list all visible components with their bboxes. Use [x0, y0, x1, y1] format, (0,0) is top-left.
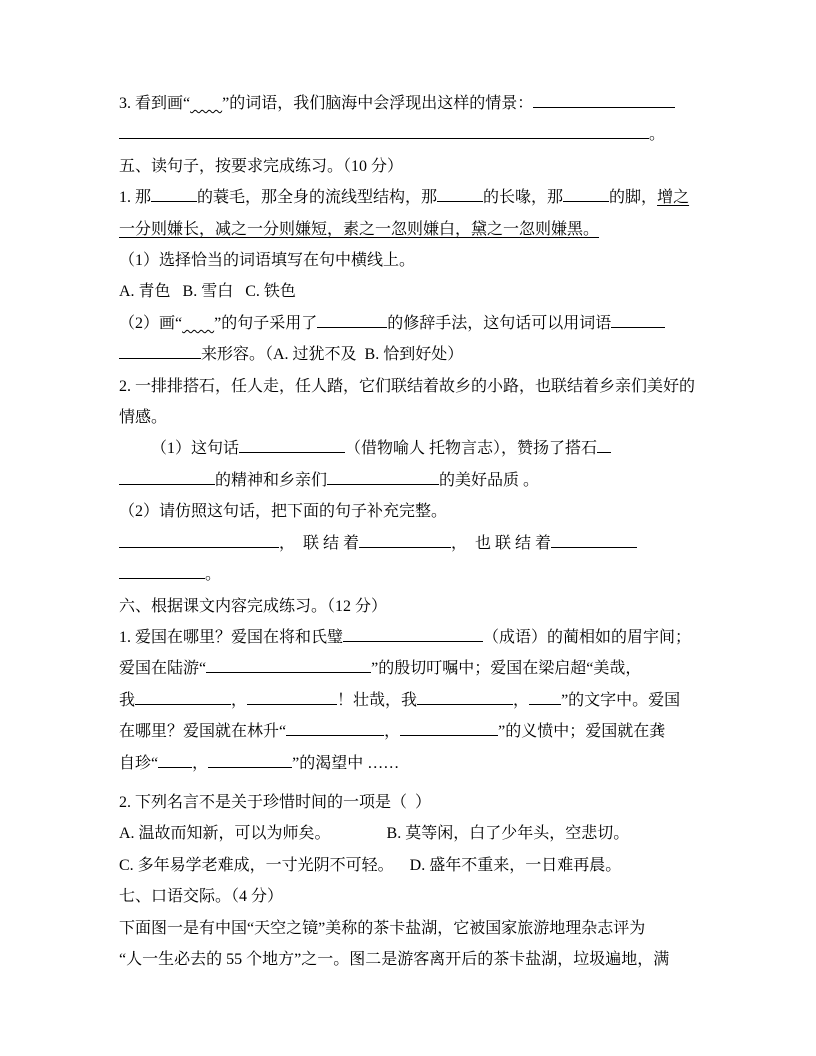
fill-in-blank-line — [119, 563, 205, 579]
s5-q1-sub1-instruction — [119, 245, 698, 276]
text-segment: （1）选择恰当的词语填写在句中横线上。 — [119, 252, 416, 270]
fill-in-blank-line — [417, 689, 513, 705]
text-segment: （2）画“ — [119, 314, 183, 332]
s5-q2-sub2-instruction — [119, 496, 698, 527]
fill-in-blank-line — [151, 186, 197, 202]
fill-in-blank-line — [208, 752, 292, 768]
text-segment: ”的殷切叮嘱中；爱国在梁启超“美哉， — [371, 660, 642, 678]
text-segment: 我 — [119, 691, 136, 709]
fill-in-blank-line — [119, 532, 279, 548]
text-segment: 情感。 — [119, 409, 168, 427]
fill-in-blank-line — [533, 92, 675, 108]
fill-in-blank-line — [597, 437, 611, 453]
text-segment: 2. 一排排搭石，任人走，任人踏，它们联结着故乡的小路，也联结着乡亲们美好的 — [119, 377, 696, 395]
text-segment: （借物喻人 托物言志），赞扬了搭石 — [345, 440, 598, 458]
text-segment: 六、根据课文内容完成练习。（12 分） — [119, 597, 388, 615]
text-segment: 下面图一是有中国“天空之镜”美称的茶卡盐湖，它被国家旅游地理杂志评为 — [119, 919, 646, 937]
text-segment: A. 温故而知新，可以为师矣。 B. 莫等闲，白了少年头，空悲切。 — [119, 825, 630, 843]
section-6-header — [119, 591, 698, 622]
text-segment: A. 青色 B. 雪白 C. 铁色 — [119, 283, 296, 301]
text-segment: 1. 爱国在哪里？爱国在将和氏璧 — [119, 628, 344, 646]
text-segment: 的脚， — [609, 189, 658, 207]
text-segment: （成语）的蔺相如的眉宇间； — [483, 628, 692, 646]
text-segment: ”的渴望中 …… — [292, 754, 400, 772]
s7-intro-line2 — [119, 944, 698, 975]
fill-in-blank-line — [247, 689, 337, 705]
text-segment: 的长喙，那 — [483, 189, 564, 207]
wavy-underline-mark — [190, 95, 222, 112]
text-segment: ”的词语，我们脑海中会浮现出这样的情景： — [222, 95, 534, 112]
text-segment: ， 联 结 着 — [279, 534, 360, 552]
s5-q2-sentence-line1 — [119, 371, 698, 402]
underlined-text-segment: 一分则嫌长，减之一分则嫌短，素之一忽则嫌白，黛之一忽则嫌黑。 — [119, 220, 600, 238]
s5-q2-sub2-fill-line1 — [119, 528, 698, 559]
text-segment: 的修辞手法，这句话可以用词语 — [387, 314, 612, 332]
fill-in-blank-line — [135, 689, 231, 705]
fill-in-blank-line — [286, 720, 384, 736]
s6-q2-options-ab — [119, 818, 698, 849]
fill-in-blank-line — [239, 437, 345, 453]
text-segment: ， 也 联 结 着 — [451, 534, 552, 552]
q3-picture-words-line — [119, 88, 698, 119]
text-segment: 自珍“ — [119, 754, 159, 772]
text-segment: ， — [513, 691, 530, 709]
s6-q1-line1 — [119, 622, 698, 653]
fill-in-blank-line — [206, 657, 371, 673]
text-segment: 来形容。（A. 过犹不及 B. 恰到好处） — [201, 346, 464, 364]
s6-q1-line5 — [119, 748, 698, 779]
underlined-text-segment: 增之 — [657, 189, 690, 207]
fill-in-blank-line — [551, 532, 637, 548]
s5-q1-sub2-line2 — [119, 339, 698, 370]
wavy-underline-mark — [182, 315, 214, 332]
s6-q1-line4 — [119, 716, 698, 747]
fill-in-blank-line — [158, 752, 192, 768]
fill-in-blank-line — [343, 626, 483, 642]
s5-q1-sentence-line2 — [119, 214, 698, 245]
text-segment: ”的文字中。爱国 — [561, 691, 681, 709]
fill-in-blank-line — [529, 689, 561, 705]
text-segment: 1. 那 — [119, 189, 152, 207]
fill-in-blank-line — [437, 186, 483, 202]
section-7-header — [119, 881, 698, 912]
text-segment: ”的义愤中；爱国就在龚 — [498, 723, 666, 741]
text-segment: 五、读句子，按要求完成练习。（10 分） — [119, 157, 404, 175]
text-segment: C. 多年易学老难成，一寸光阴不可轻。 D. 盛年不重来，一日难再晨。 — [119, 856, 622, 874]
text-segment: ！壮哉，我 — [337, 691, 418, 709]
fill-in-blank-line — [317, 312, 387, 328]
text-segment: “人一生必去的 55 个地方”之一。图二是游客离开后的茶卡盐湖，垃圾遍地，满 — [119, 950, 670, 968]
s5-q1-sub1-options — [119, 276, 698, 307]
s7-intro-line1 — [119, 913, 698, 944]
text-segment: 七、口语交际。（4 分） — [119, 888, 284, 906]
text-segment: 的美好品质 。 — [439, 471, 540, 489]
fill-in-blank-line — [359, 532, 451, 548]
text-segment: ， — [384, 723, 401, 741]
text-segment: ”的句子采用了 — [214, 314, 318, 332]
text-segment: 的精神和乡亲们 — [215, 471, 328, 489]
fill-in-blank-line — [563, 186, 609, 202]
text-segment: 。 — [649, 126, 666, 144]
text-segment: 爱国在陆游“ — [119, 660, 207, 678]
s5-q2-sub1-line2 — [119, 465, 698, 496]
s5-q1-sentence-line1 — [119, 182, 698, 213]
s5-q2-sub1-line1 — [119, 433, 698, 464]
s5-q2-sub2-fill-line2 — [119, 559, 698, 590]
text-segment: 2. 下列名言不是关于珍惜时间的一项是（ ） — [119, 793, 432, 811]
fill-in-blank-line — [327, 469, 439, 485]
fill-in-blank-line — [119, 343, 201, 359]
text-segment: 的蓑毛，那全身的流线型结构，那 — [197, 189, 438, 207]
text-segment: （2）请仿照这句话，把下面的句子补充完整。 — [119, 503, 448, 521]
s6-q1-line2 — [119, 653, 698, 684]
text-segment: （1）这句话 — [151, 440, 240, 458]
s6-q2-options-cd — [119, 850, 698, 881]
text-segment: 。 — [205, 566, 222, 584]
text-segment: 在哪里？爱国就在林升“ — [119, 723, 287, 741]
document-lines — [119, 88, 698, 975]
text-segment: ， — [231, 691, 248, 709]
section-5-header — [119, 151, 698, 182]
text-segment: ， — [192, 754, 209, 772]
fill-in-blank-line — [119, 123, 649, 139]
s6-q2-stem — [119, 787, 698, 818]
s6-q1-line3 — [119, 685, 698, 716]
s5-q2-sentence-line2 — [119, 402, 698, 433]
fill-in-blank-line — [400, 720, 498, 736]
fill-in-blank-line — [611, 312, 665, 328]
q3-answer-blank-line — [119, 119, 698, 150]
s5-q1-sub2-line1 — [119, 308, 698, 339]
text-segment: 3. 看到画“ — [119, 95, 191, 112]
fill-in-blank-line — [119, 469, 215, 485]
